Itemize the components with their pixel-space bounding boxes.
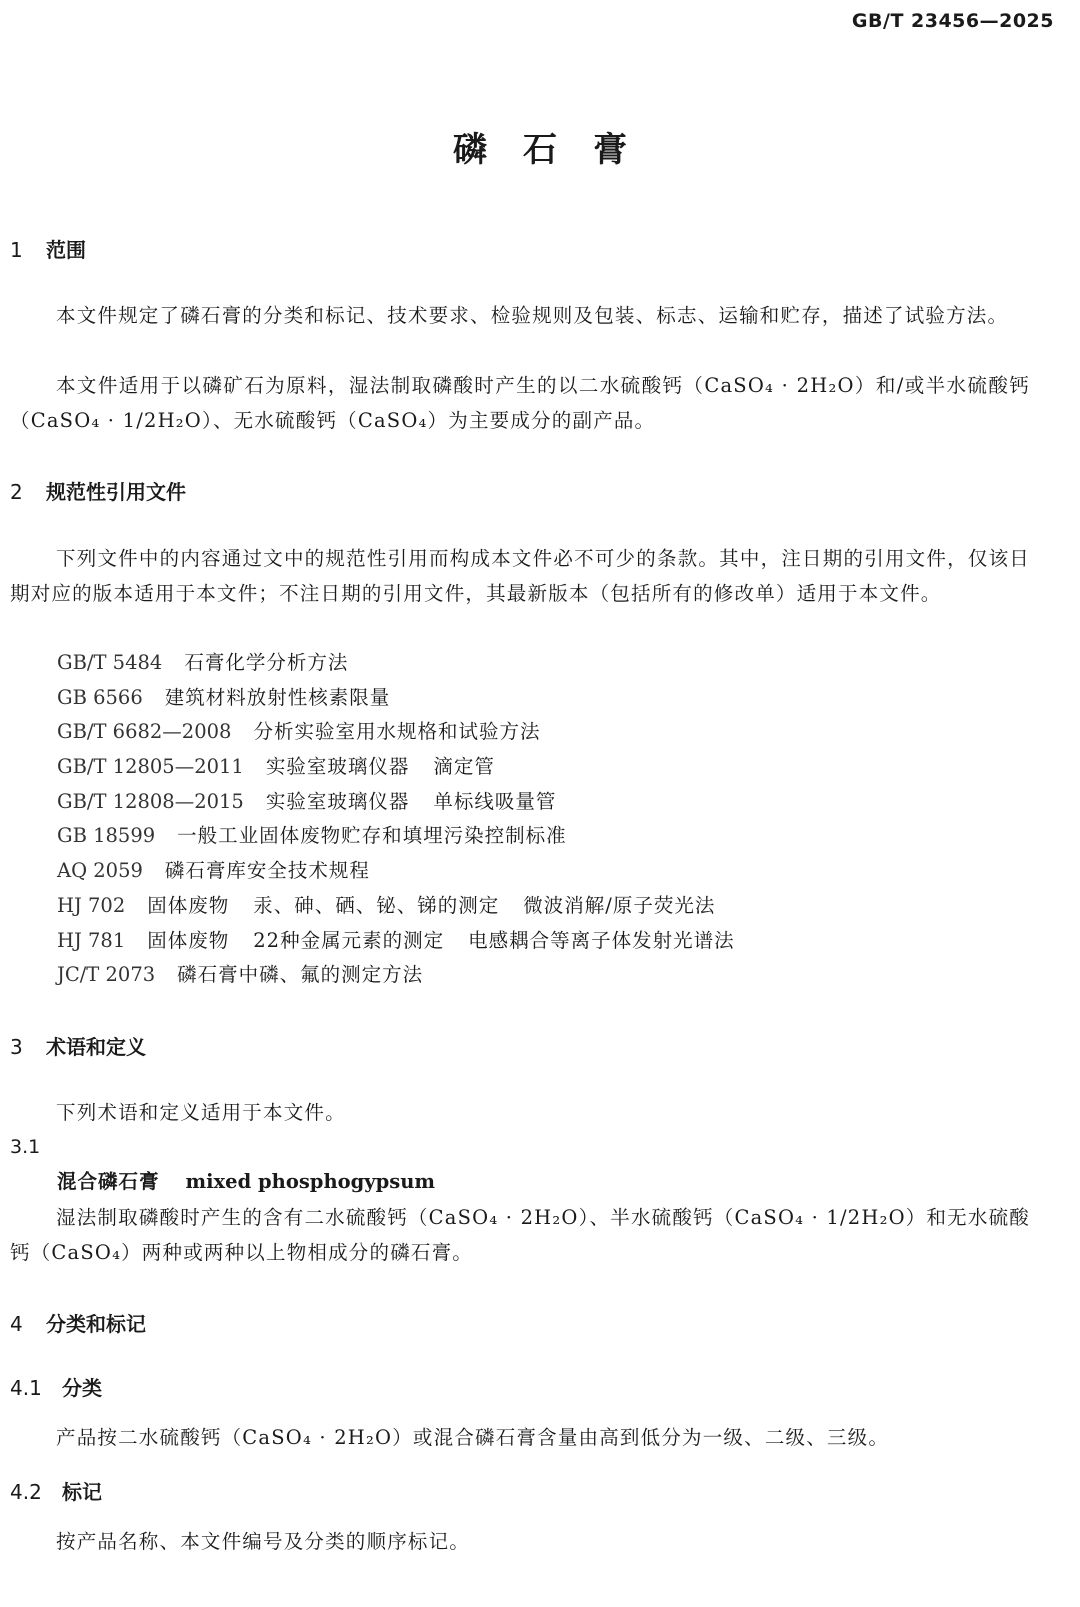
reference-title: 实验室玻璃仪器 bbox=[265, 755, 410, 779]
reference-code: GB/T 12805—2011 bbox=[57, 755, 244, 779]
section-title: 标记 bbox=[62, 1480, 102, 1504]
reference-item bbox=[57, 924, 1037, 959]
reference-subtitle-2: 电感耦合等离子体发射光谱法 bbox=[468, 928, 735, 952]
marking-paragraph: 按产品名称、本文件编号及分类的顺序标记。 bbox=[56, 1530, 471, 1553]
reference-title: 磷石膏库安全技术规程 bbox=[164, 859, 370, 883]
section-title: 术语和定义 bbox=[46, 1035, 146, 1059]
reference-code: GB 18599 bbox=[57, 824, 156, 848]
section-4-1-heading bbox=[10, 1372, 102, 1401]
reference-item bbox=[57, 889, 1037, 924]
reference-subtitle: 滴定管 bbox=[433, 755, 495, 779]
reference-list bbox=[57, 646, 1037, 993]
section-number: 4.2 bbox=[10, 1480, 42, 1504]
reference-item bbox=[57, 681, 1037, 716]
reference-code: GB/T 6682—2008 bbox=[57, 720, 232, 744]
reference-subtitle: 单标线吸量管 bbox=[433, 789, 557, 813]
section-title: 分类 bbox=[62, 1376, 102, 1400]
reference-title: 一般工业固体废物贮存和填埋污染控制标准 bbox=[177, 824, 567, 848]
scope-paragraph-1: 本文件规定了磷石膏的分类和标记、技术要求、检验规则及包装、标志、运输和贮存，描述了试验方法。 bbox=[56, 304, 1009, 327]
reference-title: 磷石膏中磷、氟的测定方法 bbox=[177, 963, 424, 987]
section-title: 范围 bbox=[46, 238, 86, 262]
section-title: 分类和标记 bbox=[46, 1312, 146, 1336]
reference-code: HJ 781 bbox=[57, 928, 126, 952]
reference-item bbox=[57, 854, 1037, 889]
reference-code: GB/T 5484 bbox=[57, 651, 163, 674]
scope-paragraph-2: 本文件适用于以磷矿石为原料，湿法制取磷酸时产生的以二水硫酸钙（CaSO₄ · 2H₂O）和/或半水硫酸钙（CaSO₄ · 1/2H₂O）、无水硫酸钙（CaSO₄）为主要成分的副产品。 bbox=[10, 374, 1030, 432]
reference-subtitle: 22种金属元素的测定 bbox=[253, 928, 445, 952]
section-number: 4.1 bbox=[10, 1376, 42, 1400]
reference-title: 固体废物 bbox=[147, 928, 230, 952]
reference-title: 实验室玻璃仪器 bbox=[265, 789, 410, 813]
section-number: 3 bbox=[10, 1035, 23, 1059]
section-4-heading bbox=[10, 1308, 146, 1337]
reference-item bbox=[57, 819, 1037, 854]
reference-code: GB 6566 bbox=[57, 685, 143, 709]
classification-paragraph: 产品按二水硫酸钙（CaSO₄ · 2H₂O）或混合磷石膏含量由高到低分为一级、二级、三级。 bbox=[56, 1426, 890, 1449]
term-en: mixed phosphogypsum bbox=[185, 1170, 436, 1193]
section-number: 4 bbox=[10, 1312, 23, 1336]
section-2-heading bbox=[10, 476, 186, 505]
reference-item bbox=[57, 750, 1037, 785]
reference-item bbox=[57, 785, 1037, 820]
reference-item bbox=[57, 646, 1037, 681]
reference-subtitle: 汞、砷、硒、铋、锑的测定 bbox=[253, 893, 500, 917]
section-3-heading bbox=[10, 1031, 146, 1060]
reference-code: JC/T 2073 bbox=[57, 963, 156, 987]
reference-code: AQ 2059 bbox=[57, 859, 143, 883]
reference-item bbox=[57, 958, 1037, 993]
term-number: 3.1 bbox=[10, 1136, 41, 1158]
terms-intro: 下列术语和定义适用于本文件。 bbox=[56, 1101, 346, 1124]
normative-references-intro: 下列文件中的内容通过文中的规范性引用而构成本文件必不可少的条款。其中，注日期的引用文件，仅该日期对应的版本适用于本文件；不注日期的引用文件，其最新版本（包括所有的修改单）适用于本文件。 bbox=[10, 547, 1030, 605]
section-1-heading bbox=[10, 234, 86, 263]
reference-title: 分析实验室用水规格和试验方法 bbox=[253, 720, 541, 744]
term-heading bbox=[57, 1166, 435, 1194]
reference-code: GB/T 12808—2015 bbox=[57, 789, 244, 813]
standard-number: GB/T 23456—2025 bbox=[851, 10, 1054, 32]
section-number: 1 bbox=[10, 238, 23, 262]
section-title: 规范性引用文件 bbox=[46, 480, 186, 504]
reference-title: 石膏化学分析方法 bbox=[184, 651, 349, 674]
reference-code: HJ 702 bbox=[57, 893, 126, 917]
term-definition: 湿法制取磷酸时产生的含有二水硫酸钙（CaSO₄ · 2H₂O）、半水硫酸钙（CaSO₄ · 1/2H₂O）和无水硫酸钙（CaSO₄）两种或两种以上物相成分的磷石膏。 bbox=[10, 1206, 1030, 1264]
section-4-2-heading bbox=[10, 1476, 102, 1505]
reference-item bbox=[57, 715, 1037, 750]
reference-subtitle-2: 微波消解/原子荧光法 bbox=[523, 893, 716, 917]
reference-title: 建筑材料放射性核素限量 bbox=[164, 685, 391, 709]
term-zh: 混合磷石膏 bbox=[57, 1170, 160, 1193]
page-title: 磷石膏 bbox=[453, 130, 663, 170]
section-number: 2 bbox=[10, 480, 23, 504]
reference-title: 固体废物 bbox=[147, 893, 230, 917]
